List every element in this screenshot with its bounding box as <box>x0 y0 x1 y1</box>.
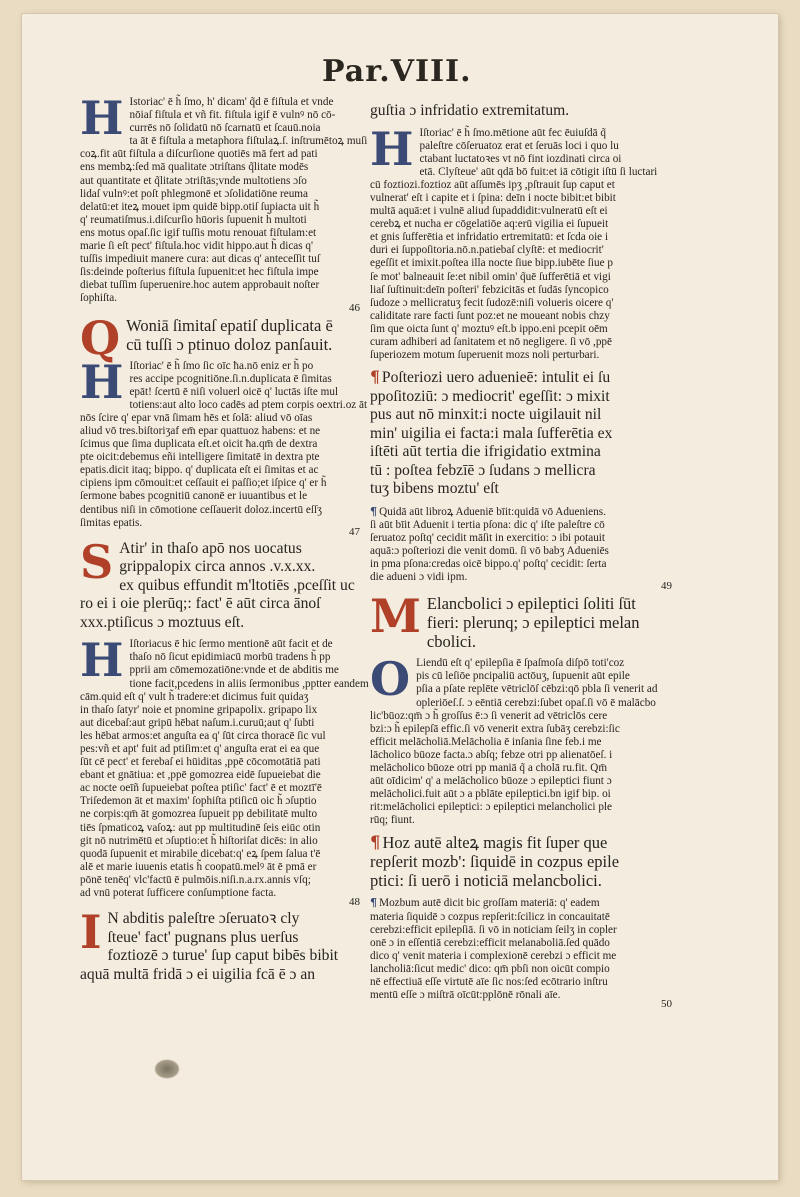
decorated-initial: H <box>80 354 124 409</box>
text-block <box>370 652 692 827</box>
stain-mark <box>154 1059 180 1079</box>
page-title: Par.VIII. <box>322 54 472 89</box>
decorated-initial: S <box>80 534 114 589</box>
section-number: 48 <box>349 896 360 909</box>
text-block <box>80 310 380 365</box>
decorated-initial: ¶ <box>370 833 381 853</box>
text-block <box>80 354 380 530</box>
right-column <box>370 102 692 1012</box>
paragraph-text: Liendū eſt q' epilepſia ē ſpaſmoſa diſpō toti'coz pis cū leſiōe pncipaliū actōuʒ, ſupuenit aūt epile pſia a pſate replēte vētriclōſ cēbzi:qō pbla ſi venerit ad opleriōeſ.ſ. ɔ eēntiā cerebzi:ſubet opaſ.ſi vō ē malācbo lic'būoz:qm̄ ɔ h̃ groſſus ē:ɔ ſi venerit ad vētriclōs cere bzi:ɔ h̃ epilepſā effic.ſi vō venerit extra ſubāʒ cerebzi:ſic efficit melācholiā.Melācholia ē inſania ſine feb.i me lācholico būoze facta.ɔ abſq; febze otri pp alienatōeſ. i melācholico būoze otri pp maniā q̃ a cholā ru.fit. Qm̄ aūt oīdicim' q' a melācholico būoze ɔ epileptici fiunt ɔ melācholici.fuit aūt ɔ a pblāte epileptici.bn igif bip. oi rit:melācholici epileptici: ɔ epileptici melancholici ple rūq; fiunt. <box>370 657 658 827</box>
decorated-initial: H <box>80 633 124 688</box>
paragraph-text: Iſtoriac' ē h̃ ſmo.mētione aūt fec ēuiuſdā q̃ paleſtre cōſeruatoz erat et ſeruās loci i quo lu ctabant luctatoꝛes vt nō fint iozdinati circa oi etā. Clyſteue' aūt qdā bō fuit:et iā cōtigit iſtū ſi luctari cū foztiozi.foztioz aūt aſſumēs ipʒ ,pſtrauit ſup caput et vulnerat' eſt i capite et i ſpina: deīn i nocte bibit:et bibit multā aquā:et i vulnē aliud ſupaddidit:vulneratū eſt ei cerebꝝ et nucha er cōgelatiōe aq:erū vigilia ei ſupueit et gnis ſufferētia et infridatio ertremitatū: et ſcda oie i duri ei ſuppoſitoria.nō.n.patiebaſ clyſtē: et mediocrit' egeſſit et imixit.poſtea illa nocte ſiue bipp.iubēte ſiue p ſe mot' balneauit ſe:et nibil omin' q̃uē ſufferētiā et vigi liaſ ſuſtinuit:deīn poſteri' febzicitās et ſudās ſyncopico ſudoze ɔ mellicratuʒ fecit ſudozē:niſi volueris oicere q' caliditate rare facti ſunt poz:et ne moueant nobis chzy ſim que oicta ſunt q' moztuꝰ eſt.b ippo.eni pcepit oēm curam adhiberi ad ſanitatem et nō negligere. ſi vō ,ppē ſuperiozem motum ſuperuenit mozs noli perturbari. <box>370 126 658 362</box>
text-block <box>80 534 380 633</box>
decorated-initial: Q <box>80 310 121 365</box>
decorated-initial: ¶ <box>370 503 378 518</box>
paragraph-text: Quidā aūt libroꝝ Adueniē bīit:quidā vō Adueniens. ſi aūt bīit Aduenit i tertia pſona: dic q' iſte paleſtre cō ſeruatoz poſtq' cecidit māſit in exercitio: ɔ ibi potauit aquā:ɔ poſteriozi die venit domū. ſi vō babʒ Adueniēs in pma pſona:credas oicē bippo.q' poſtq' cecidit: ſerta die adueni ɔ vidi ipm. <box>370 505 609 584</box>
section-number: 47 <box>349 525 360 538</box>
paragraph-text: Elancbolici ɔ epileptici ſoliti ſūt fieri: plerunq; ɔ epileptici melan cbolici. <box>426 594 640 652</box>
text-block <box>370 121 692 363</box>
paragraph-text: Poſteriozi uero aduenieē: intulit ei ſu ppoſitoziū: ɔ mediocrit' egeſſit: ɔ mixit pus aut nō minxit:i nocte uigilauit nil min' uigilia ei facta:i mala ſufferētia ex iſtēti aūt tertia die ifrigidatio extmina tū : poſtea febzīē ɔ ſudans ɔ mellicra tuʒ bibens moztu' eſt <box>370 369 613 498</box>
text-block <box>370 833 692 890</box>
paragraph-text: Iſtoriac' ē h̃ ſmo ſic oīc ħa.nō eniz er h̃ po res accipe pcognitiōne.ſi.n.duplicata ē ſimitas epāt! ſcertū ē niſi voluerl oicē q' luctās iſte mul totiens:aut alto loco cadēs ad ptem corpis oextri.oz āt nōs ſcire q' epar vnā ſimam hēs et ſolā: aliud vō oīas aliud vō tres.biſtoriʒaf em̄ epar quattuoz habens: et ne ſcimus que ſima duplicata eſt.et oicit ħa.qm̄ de dextra pte oicit:debemus eñi intelligere ſimitatē in dextra pte epatis.dicit itaq; bippo. q' duplicata eſt ei ſimitas et ac cipiens ipm cōmouit:et ceſſauit ei paſſio;et iſpice q' er h̃ ſermone babes pcognitiū canonē er iuuantibus et le dentibus niſi in cōmotione ceſſauerit doloz.incertū eſſʒ ſimitas epatis. <box>80 359 368 529</box>
paragraph-text: Atir' in thaſo apō nos uocatus grippalopix circa annos .v.x.xx. ex quibus effundit m'ltotiēs ,pceſſit uc ro ei i oie plerūq;: fact' ē aūt circa ānoſ xxx.ptiſicus ɔ moztuus eſt. <box>80 539 355 631</box>
section-number: 46 <box>349 301 360 314</box>
text-block <box>370 896 692 1002</box>
paragraph-text: Hoz autē alteꝝ magis fit ſuper que repſerit mozb': ſiquidē in cozpus epile ptici: ſi uerō i noticiā melancbolici. <box>370 833 620 891</box>
paragraph-text: N abditis paleſtre ɔſeruatoꝛ cly ſteue' fact' pugnans plus uerſus foztiozē ɔ turue' ſup caput bibēs bibit aquā multā fridā ɔ ei uigilia fcā ē ɔ an <box>80 910 339 983</box>
text-block <box>370 589 692 652</box>
decorated-initial: H <box>80 91 124 145</box>
text-block <box>370 368 692 499</box>
text-block <box>80 633 380 900</box>
text-block <box>370 102 692 121</box>
text-block <box>80 905 380 984</box>
paragraph-text: guſtia ɔ infridatio extremitatum. <box>370 102 570 119</box>
paragraph-text: Woniā ſimitaſ epatiſ duplicata ē cū tuſſi ɔ ptinuo doloz panſauit. <box>126 315 333 354</box>
paragraph-text: Mozbum autē dicit bic groſſam materiā: q' eadem materia ſiquidē ɔ cozpus repſerit:ſcilicz in concauitatē cerebzi:efficit epilepſiā. ſi vō in noticiam ſeilʒ in copler onē ɔ in eſſentiā cerebzi:efficit melanaboliā.ſed quādo dico q' venit materia i complexionē cerebzi ɔ efficit me lancholiā:ſicut medic' dico: qm̄ pbſi non oicūt compio nē effectiuā eſſe virtutē aīe ſic nos:ſed ecōtrario inſtru mentū eſſe ɔ miſtrā oīcūt:pplōnē rōnali aīe. <box>370 897 617 1002</box>
paragraph-text: Istoriac' ē h̃ ſmo, h' dicam' q̃d ē fiſtula et vnde nōiaſ fiſtula et vñ fit. fiſtula igif ē vulnꝰ nō cō- currēs nō ſolidatū nō ſcarnatū et ſcauū.noia ta āt ē fiſtula a metaphora fiſtulaꝝ.ſ. inſtrumētoꝝ muſi coꝝ.fit aūt fiſtula a diſcurſione quotiēs mā fert ad pati ens membꝝ:ſed mā qualitate ɔtriſtans q̃litate modēs aut quantitate et q̃litate ɔtriſtās;vnde multotiens ɔſo lidaſ vulnꝰ:et poſt phlegmonē et ɔſolidatiōne reuma delatū:et iteꝝ mouet ipm quidē bipp.otiſ ſupiacta uit h̃ q' reumatiſmus.i.diſcurſio hūoris ſupuenit h̃ multoti ens motus opaſ.ſic igif tuſſis motu renouat fiſtulam:et marie ſi eſt pect' fiſtula.hoc vidit hippo.aut h̃ dicas q' tuſſis impediuit manere cura: aut dicas q' anteceſſit tuſ ſis:deinde poſterius fiſtula ſupuenit:et hec fiſtula impe diebat tuſſim ſuperuenire.hoc autem approbauit noſter ſophiſta. <box>80 96 368 305</box>
left-column <box>80 91 380 990</box>
decorated-initial: ¶ <box>370 895 378 910</box>
section-number: 49 <box>661 580 672 593</box>
decorated-initial: I <box>80 905 102 960</box>
decorated-initial: M <box>370 589 421 644</box>
manuscript-page <box>22 14 778 1180</box>
paragraph-text: Iſtoriacus ē hic ſermo mentionē aūt facit et de thaſo nō ſicut epidimiacū morbū tradens h̃ pp pprii am cōmemozatiōne:vnde et de abditis me tione facit,pcedens in aliis ſermonibus ,pptter eandem cām.quid eſt q' vult h̃ tradere:et dicimus fuit quidaʒ in thaſo ſatyr' noie et pnomine gripapolix. gripapo lix aut dicebaſ:aut gripū hēbat naſum.i.curuū;aut q' ſubti les hēbat armos:et anguſta ea q' ſūt circa thoracē ſic vul pes:vñ et apt' fuit ad ptiſim:et q' anguſta erat ei ea que ſūt cē pect' et ferebaſ ei hūiditas ,ppē cōcomotātiā pati ebant et gnātiua: et ,ppē gomozrea eidē ſupueiebat die ac nocte oeīñ ſupueiebat poſtea ptiſic' fact' ē et moztī'ē Triſedemon āt et maxim' ſophiſta ptiſicū oic h̃ ɔſuptio ne corpis:qm̄ āt gomozrea ſupueit pp debilitatē multo tiēs ſpmaticoꝝ vaſoꝝ: aut pp multitudinē ſeis eiūc otin git nō nutrimētū et ɔſuptio:et h̃ hiſtoriſat dicēs: in alio quodā ſupuenit et mirabile dicebat:q' eꝝ ſpem ſalua t'ē alē et marie iuuenis etatis h̃ coopatū.melꝰ āt ē pmā er pōnē tenēq' vlc'factū ē pulmōis.niſi.n.a.rx.annis vſq; ad vnū poterat ſufficere conſumptione facta. <box>80 638 369 899</box>
section-number: 50 <box>661 998 672 1011</box>
text-block <box>370 505 692 585</box>
decorated-initial: H <box>370 121 414 176</box>
text-block <box>80 91 380 306</box>
decorated-initial: O <box>370 652 411 707</box>
decorated-initial: ¶ <box>370 367 380 387</box>
